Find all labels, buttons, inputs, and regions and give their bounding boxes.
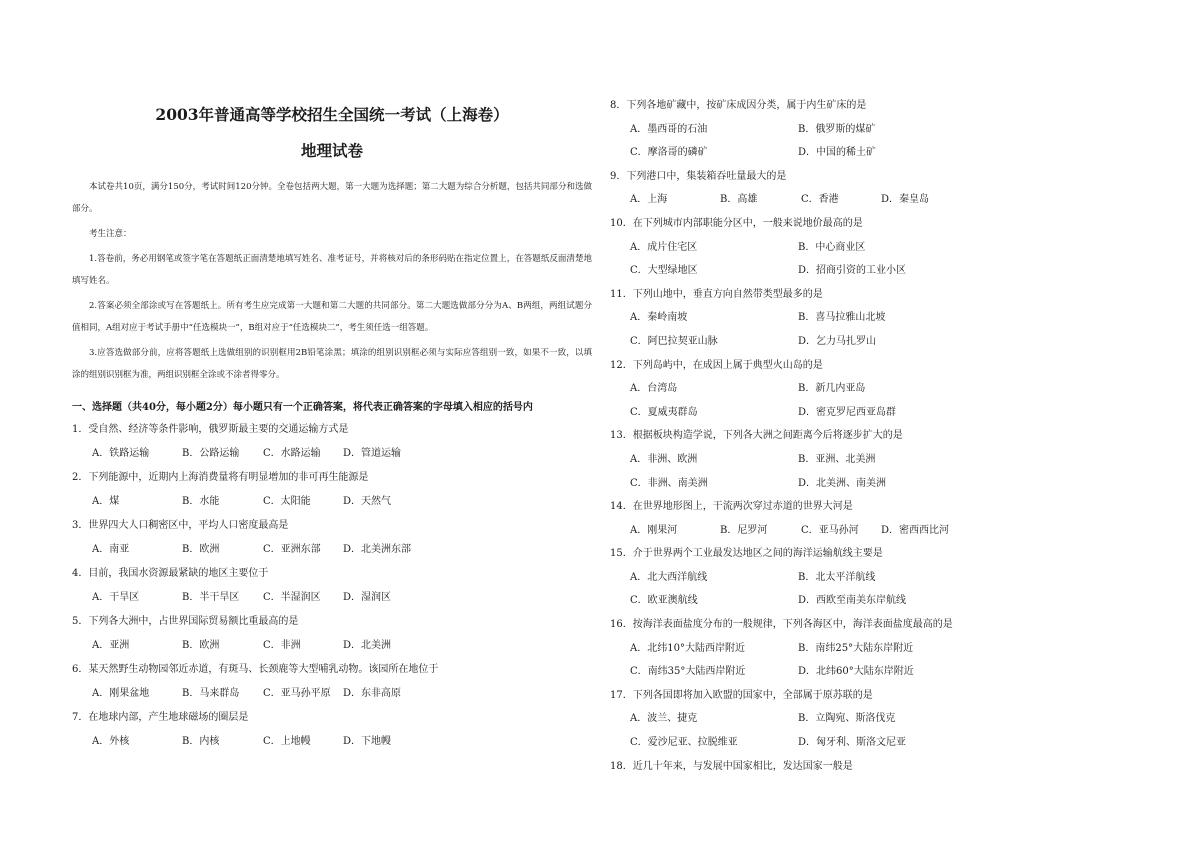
answer-option: B．立陶宛、斯洛伐克 [798,713,896,725]
answer-option: B．马来群岛 [182,688,240,699]
answer-option: B．南纬25°大陆东岸附近 [798,642,914,654]
answer-option: A．干旱区 [92,592,140,603]
option-row [610,519,1130,543]
answer-option: A．铁路运输 [92,448,150,459]
option-row [610,141,1130,165]
answer-option: A．刚果盆地 [92,688,150,699]
answer-option: A．亚洲 [92,640,130,651]
option-row [610,566,1130,590]
option-row [610,236,1130,260]
answer-option: D．北纬60°大陆东岸附近 [798,666,914,678]
answer-option: D．招商引资的工业小区 [798,265,907,277]
answer-option: B．水能 [182,496,220,507]
option-row [610,660,1130,684]
option-row [610,401,1130,425]
answer-option: A．上海 [630,194,668,206]
question-stem: 17．下列各国即将加入欧盟的国家中，全部属于原苏联的是 [610,689,873,701]
answer-option: C．夏威夷群岛 [630,406,698,418]
answer-option: D．东非高原 [343,688,402,699]
answer-option: B．欧洲 [182,544,220,555]
answer-option: B．欧洲 [182,640,220,651]
option-row [610,259,1130,283]
question-list-right [610,94,1130,778]
answer-option: A．墨西哥的石油 [630,123,708,135]
option-row [72,682,592,706]
answer-option: B．俄罗斯的煤矿 [798,123,876,135]
answer-option: C．爱沙尼亚、拉脱维亚 [630,737,738,749]
answer-option: D．中国的稀土矿 [798,147,877,159]
answer-option: A．外核 [92,736,130,747]
option-row [610,377,1130,401]
question-stem: 3．世界四大人口稠密区中，平均人口密度最高是 [72,520,289,531]
notice-item-1: 1.答卷前，务必用钢笔或签字笔在答题纸正面清楚地填写姓名、准考证号，并将核对后的条形码贴在指定位置上，在答题纸反面清楚地填写姓名。 [72,254,592,286]
answer-option: D．匈牙利、斯洛文尼亚 [798,737,907,749]
answer-option: A．非洲、欧洲 [630,453,698,465]
answer-option: D．乞力马扎罗山 [798,335,877,347]
answer-option: A．成片住宅区 [630,241,698,253]
answer-option: C．亚洲东部 [263,544,321,555]
answer-option: A．波兰、捷克 [630,713,698,725]
answer-option: D．湿润区 [343,592,392,603]
question-stem: 2．下列能源中，近期内上海消费量将有明显增加的非可再生能源是 [72,472,369,483]
answer-option: B．喜马拉雅山北坡 [798,312,886,324]
answer-option: D．下地幔 [343,736,392,747]
left-column [72,104,592,754]
option-row [610,118,1130,142]
answer-option: B．中心商业区 [798,241,866,253]
answer-option: B．北太平洋航线 [798,571,876,583]
question-stem: 10．在下列城市内部职能分区中，一般来说地价最高的是 [610,217,863,229]
answer-option: C．水路运输 [263,448,321,459]
answer-option: A．煤 [92,496,120,507]
option-row [610,637,1130,661]
answer-option: D．北美洲东部 [343,544,412,555]
notice-heading: 考生注意： [89,229,132,239]
option-row [610,448,1130,472]
answer-option: C．阿巴拉契亚山脉 [630,335,718,347]
option-row [610,306,1130,330]
option-row [72,730,592,754]
question-stem: 1．受自然、经济等条件影响，俄罗斯最主要的交通运输方式是 [72,424,349,435]
answer-option: B．新几内亚岛 [798,383,866,395]
intro-paragraph: 本试卷共10页，满分150分，考试时间120分钟。全卷包括两大题，第一大题为选择题；第二大题为综合分析题，包括共同部分和选做部分。 [72,182,592,214]
question-stem: 14．在世界地形图上，干流两次穿过赤道的世界大河是 [610,501,853,513]
option-row [72,490,592,514]
option-row [610,330,1130,354]
option-row [610,731,1130,755]
answer-option: C．亚马孙河 [801,524,859,536]
answer-option: A．北纬10°大陆西岸附近 [630,642,745,654]
answer-option: D．西欧至南美东岸航线 [798,595,907,607]
option-row [72,538,592,562]
answer-option: D．密克罗尼西亚岛群 [798,406,897,418]
answer-option: C．亚马孙平原 [263,688,331,699]
question-stem: 16．按海洋表面盐度分布的一般规律，下列各海区中，海洋表面盐度最高的是 [610,619,953,631]
answer-option: D．北美洲 [343,640,392,651]
answer-option: C．大型绿地区 [630,265,698,277]
answer-option: A．南亚 [92,544,130,555]
question-stem: 11．下列山地中，垂直方向自然带类型最多的是 [610,288,823,300]
answer-option: C．香港 [801,194,839,206]
question-stem: 13．根据板块构造学说，下列各大洲之间距离今后将逐步扩大的是 [610,430,903,442]
answer-option: C．上地幔 [263,736,311,747]
section-heading: 一、选择题（共40分，每小题2分）每小题只有一个正确答案，将代表正确答案的字母填入相应的括号内 [72,402,533,413]
question-list-left [72,418,592,754]
option-row [72,442,592,466]
answer-option: D．秦皇岛 [881,194,930,206]
answer-option: A．台湾岛 [630,383,678,395]
answer-option: B．公路运输 [182,448,240,459]
option-row [610,188,1130,212]
answer-option: B．半干旱区 [182,592,240,603]
notice-item-3: 3.应答选做部分前，应将答题纸上选做组别的识别框用2B铅笔涂黑；填涂的组别识别框必须与实际应答组别一致，如果不一致，以填涂的组别识别框为准，两组识别框全涂或不涂者得零分。 [72,348,592,380]
answer-option: A．秦岭南坡 [630,312,688,324]
answer-option: D．密西西比河 [881,524,950,536]
question-stem: 9．下列港口中，集装箱吞吐量最大的是 [610,170,787,182]
answer-option: D．天然气 [343,496,392,507]
answer-option: B．内核 [182,736,220,747]
question-stem: 12．下列岛屿中，在成因上属于典型火山岛的是 [610,359,823,371]
answer-option: B．高雄 [720,194,758,206]
notice-item-2: 2.答案必须全部涂或写在答题纸上。所有考生应完成第一大题和第二大题的共同部分。第二大题选做部分分为A、B两组，两组试题分值相同，A组对应于考试手册中“任选模块一”，B组对应于“任选模块二”，考生须任选一组答题。 [72,301,592,333]
question-stem: 6．某天然野生动物园邻近赤道，有斑马、长颈鹿等大型哺乳动物。该园所在地位于 [72,664,439,675]
question-stem: 18．近几十年来，与发展中国家相比，发达国家一般是 [610,760,853,772]
answer-option: C．非洲、南美洲 [630,477,708,489]
page-title: 2003年普通高等学校招生全国统一考试（上海卷） [155,105,509,124]
answer-option: B．亚洲、北美洲 [798,453,876,465]
answer-option: C．太阳能 [263,496,311,507]
answer-option: D．管道运输 [343,448,402,459]
answer-option: D．北美洲、南美洲 [798,477,887,489]
answer-option: B．尼罗河 [720,524,768,536]
answer-option: C．欧亚澳航线 [630,595,698,607]
option-row [610,707,1130,731]
option-row [610,589,1130,613]
option-row [610,472,1130,496]
right-column [610,94,1130,778]
question-stem: 8．下列各地矿藏中，按矿床成因分类，属于内生矿床的是 [610,100,867,111]
page-subtitle: 地理试卷 [300,141,363,160]
answer-option: A．刚果河 [630,524,678,536]
answer-option: C．非洲 [263,640,301,651]
answer-option: A．北大西洋航线 [630,571,708,583]
option-row [72,634,592,658]
answer-option: C．半湿润区 [263,592,321,603]
question-stem: 4．目前，我国水资源最紧缺的地区主要位于 [72,568,269,579]
question-stem: 5．下列各大洲中，占世界国际贸易额比重最高的是 [72,616,299,627]
answer-option: C．南纬35°大陆西岸附近 [630,666,746,678]
question-stem: 15．介于世界两个工业最发达地区之间的海洋运输航线主要是 [610,548,883,560]
answer-option: C．摩洛哥的磷矿 [630,147,708,159]
option-row [72,586,592,610]
question-stem: 7．在地球内部，产生地球磁场的圈层是 [72,712,249,723]
